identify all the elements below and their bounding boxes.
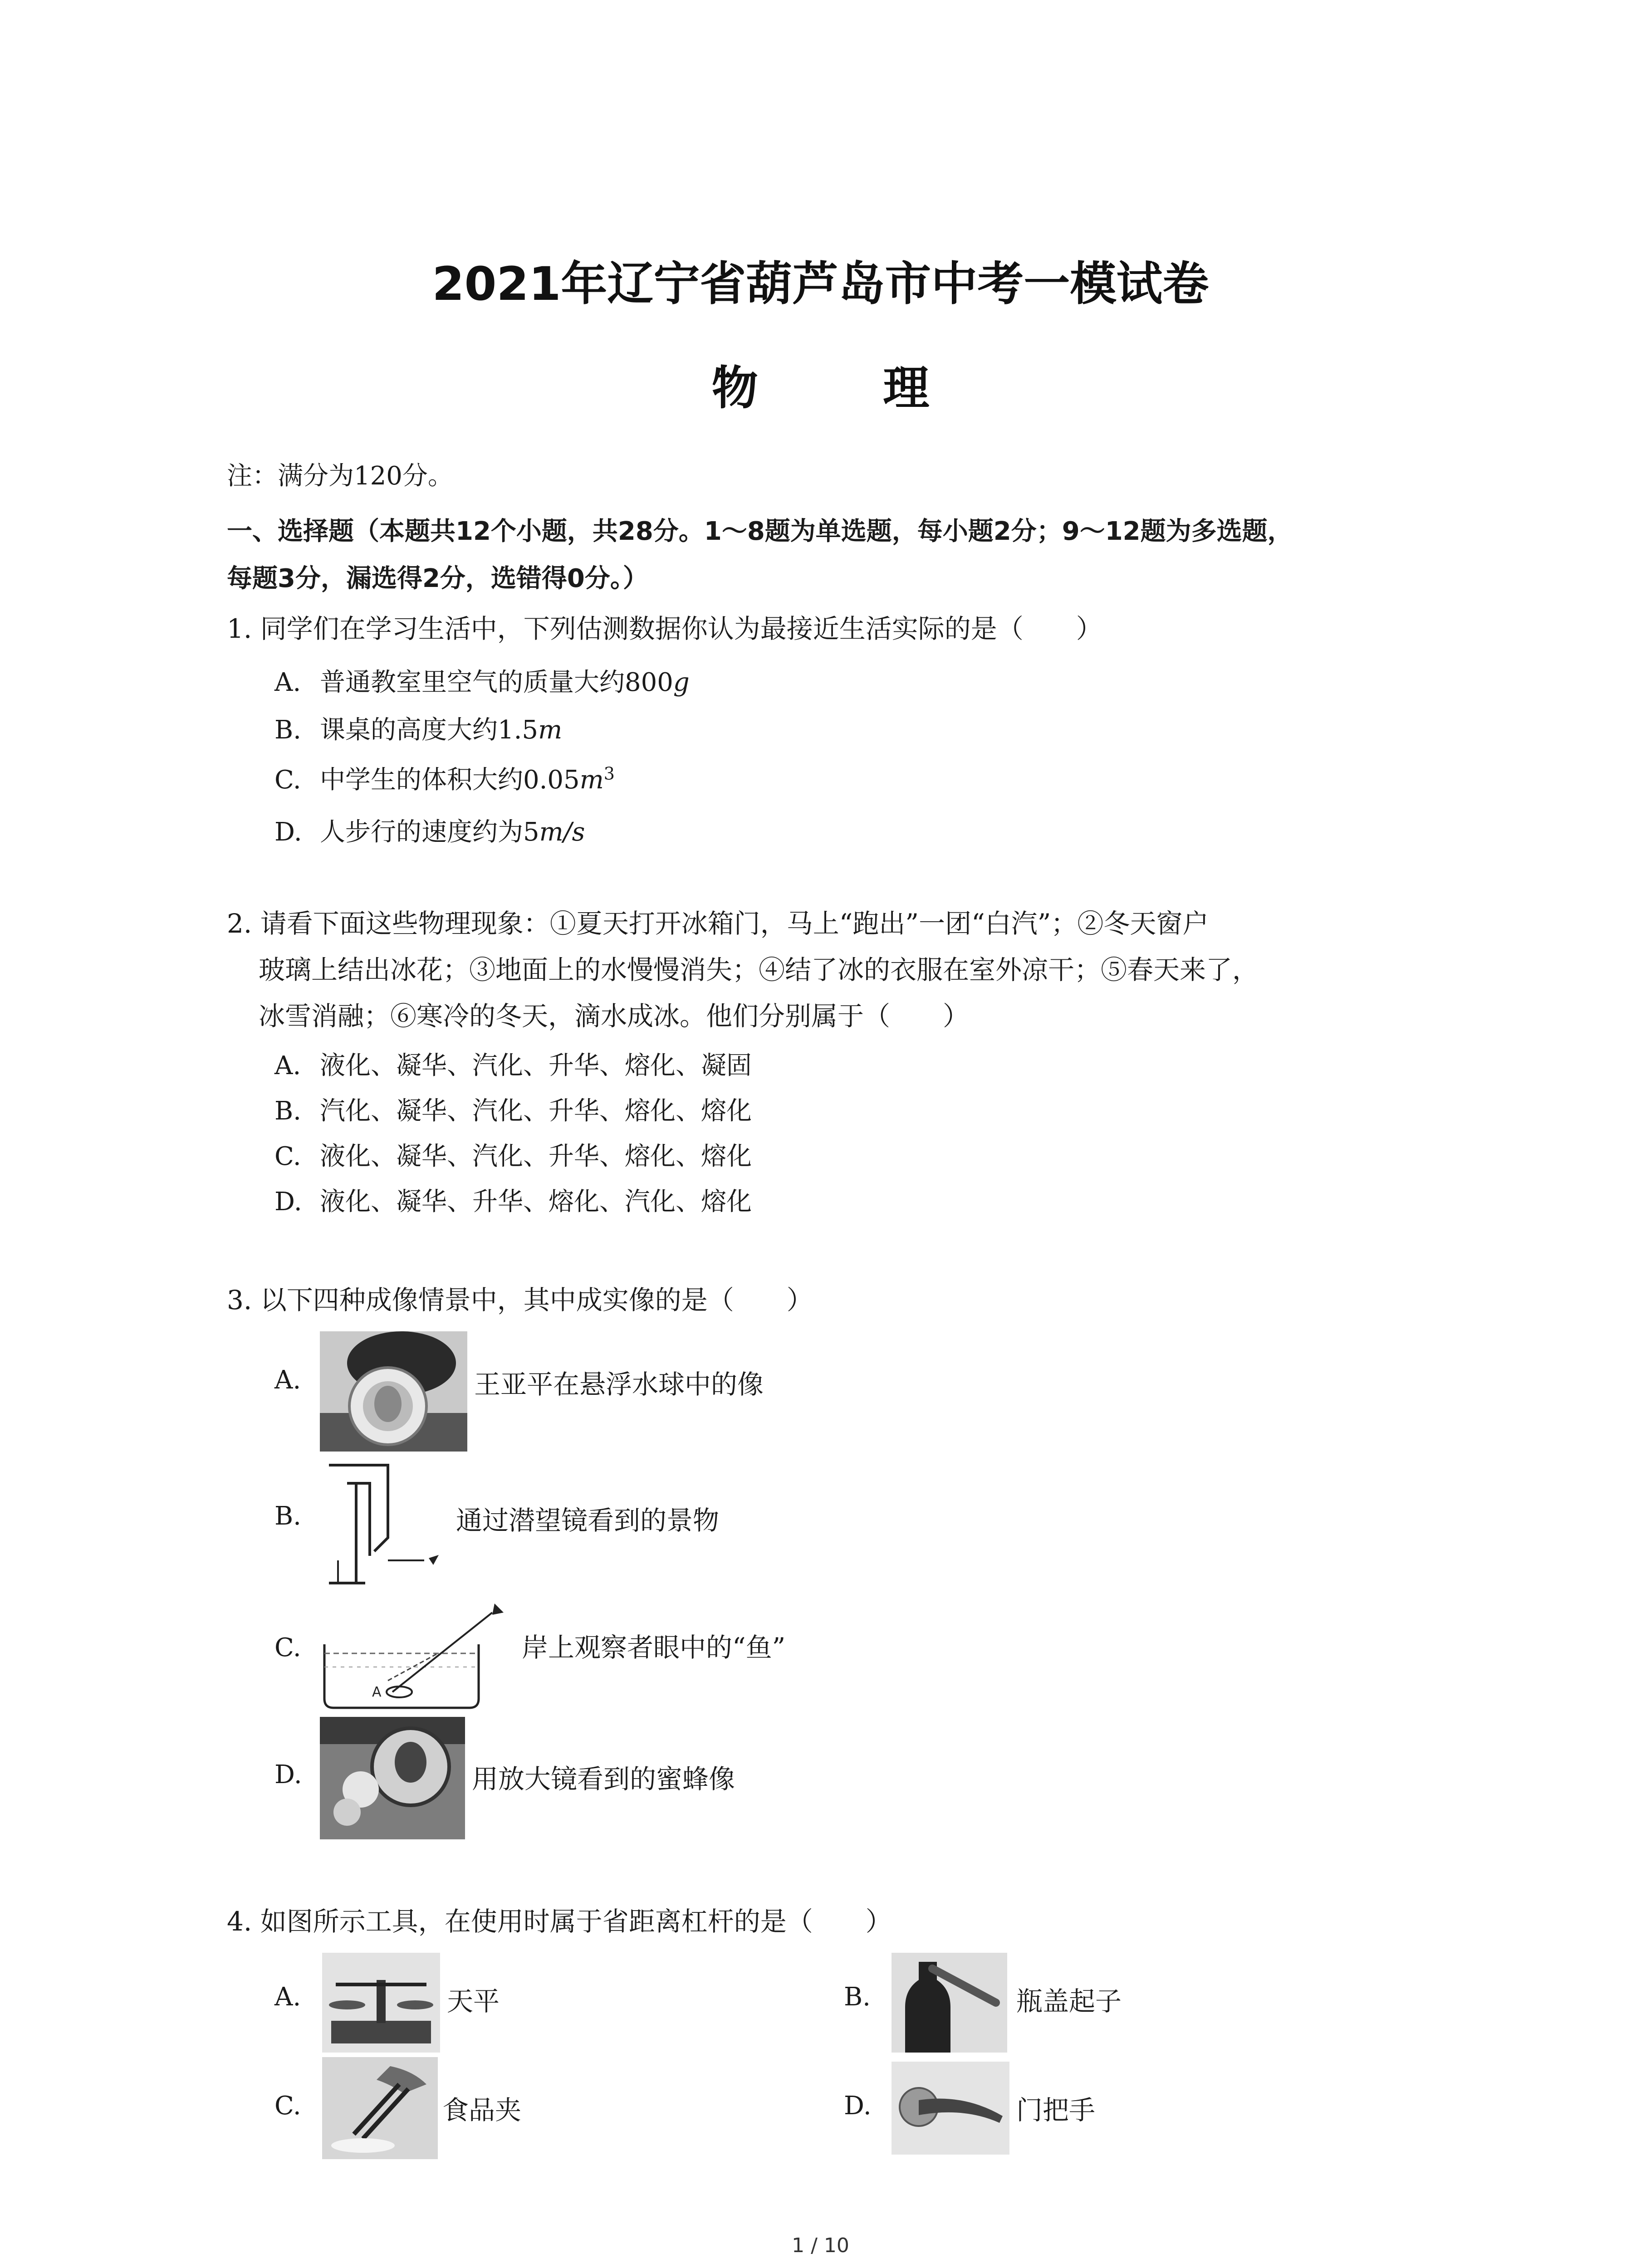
q2-option-b: [274, 1091, 752, 1127]
option-text: 人步行的速度约为5: [320, 817, 539, 847]
section-line-1: 一、选择题（本题共12个小题，共28分。1～8题为单选题，每小题2分；9～12题为多选题，: [227, 517, 1293, 546]
bottle-opener-image: [892, 1953, 1007, 2053]
q4-option-d-label: D.: [844, 2091, 872, 2121]
q4-option-b-text: 瓶盖起子: [1016, 1986, 1122, 2017]
option-label: A.: [274, 668, 301, 697]
q3-option-c-text: 岸上观察者眼中的“鱼”: [522, 1632, 786, 1663]
subject-title: 物 理: [711, 362, 984, 415]
question-stem: 4. 如图所示工具，在使用时属于省距离杠杆的是（ ）: [227, 1906, 892, 1937]
option-text: 汽化、凝华、汽化、升华、熔化、熔化: [320, 1096, 752, 1126]
question-1: [227, 606, 1474, 652]
fish-refraction-diagram: [320, 1594, 515, 1710]
option-text: 液化、凝华、升华、熔化、汽化、熔化: [320, 1187, 752, 1217]
page-number: 1 / 10: [792, 2234, 849, 2257]
question-stem-line-2: 玻璃上结出冰花；③地面上的水慢慢消失；④结了冰的衣服在室外凉干；⑤春天来了，: [259, 954, 1259, 985]
score-note: 注：满分为120分。: [227, 461, 453, 491]
option-label: D.: [274, 1187, 302, 1217]
magnifier-bee-image: [320, 1717, 465, 1839]
option-label: A.: [274, 1051, 301, 1080]
q3-option-b-text: 通过潜望镜看到的景物: [456, 1505, 720, 1536]
q3-option-b-label: B.: [274, 1501, 301, 1531]
astronaut-water-ball-image: [320, 1331, 467, 1452]
option-label: B.: [274, 1096, 301, 1126]
question-4: [227, 1898, 1474, 1945]
q4-option-c-text: 食品夹: [442, 2095, 522, 2126]
option-label: C.: [274, 765, 301, 795]
option-text: 普通教室里空气的质量大约800: [320, 668, 673, 697]
section-line-2: 每题3分，漏选得2分，选错得0分。）: [227, 564, 648, 593]
option-label: B.: [274, 715, 301, 745]
q4-option-a-text: 天平: [447, 1986, 500, 2017]
question-stem: 3. 以下四种成像情景中，其中成实像的是（ ）: [227, 1285, 813, 1315]
q1-option-c: [274, 760, 615, 796]
balance-scale-image: [322, 1953, 440, 2053]
question-3: [227, 1277, 1474, 1323]
question-stem-line-3: 冰雪消融；⑥寒冷的冬天，滴水成冰。他们分别属于（ ）: [259, 1001, 970, 1031]
periscope-diagram: [320, 1456, 447, 1592]
q3-option-a-label: A.: [274, 1365, 301, 1395]
food-tongs-image: [322, 2057, 438, 2159]
q2-option-d: [274, 1182, 752, 1218]
q4-option-d-text: 门把手: [1016, 2095, 1096, 2126]
option-unit: m: [579, 765, 604, 795]
q1-option-a: [274, 662, 690, 699]
q4-option-a-label: A.: [274, 1982, 301, 2012]
q2-option-c: [274, 1136, 752, 1173]
q4-option-c-label: C.: [274, 2091, 301, 2121]
q3-option-d-label: D.: [274, 1760, 302, 1789]
option-unit: g: [673, 668, 690, 697]
q2-option-a: [274, 1046, 752, 1082]
q1-option-b: [274, 710, 562, 746]
question-2: [227, 900, 1474, 1039]
question-stem: 1. 同学们在学习生活中，下列估测数据你认为最接近生活实际的是（ ）: [227, 613, 1102, 644]
question-stem-line-1: 2. 请看下面这些物理现象：①夏天打开冰箱门，马上“跑出”一团“白汽”；②冬天窗户: [227, 908, 1209, 939]
fish-point-label: A: [372, 1684, 382, 1700]
section-heading: [227, 508, 1452, 602]
option-label: C.: [274, 1142, 301, 1171]
q4-option-b-label: B.: [844, 1982, 871, 2012]
option-text: 课桌的高度大约1.5: [320, 715, 539, 745]
option-unit: m: [538, 715, 563, 745]
option-text: 液化、凝华、汽化、升华、熔化、凝固: [320, 1051, 752, 1080]
q1-option-d: [274, 812, 585, 848]
option-text: 中学生的体积大约0.05: [320, 765, 580, 795]
option-unit: m/s: [539, 817, 585, 847]
q3-option-a-text: 王亚平在悬浮水球中的像: [474, 1369, 764, 1400]
door-handle-image: [892, 2062, 1009, 2155]
q3-option-c-label: C.: [274, 1633, 301, 1662]
page-title: 2021年辽宁省葫芦岛市中考一模试卷: [432, 257, 1209, 311]
option-label: D.: [274, 817, 302, 847]
q3-option-d-text: 用放大镜看到的蜜蜂像: [472, 1764, 735, 1794]
option-text: 液化、凝华、汽化、升华、熔化、熔化: [320, 1142, 752, 1171]
option-exponent: 3: [603, 763, 615, 784]
